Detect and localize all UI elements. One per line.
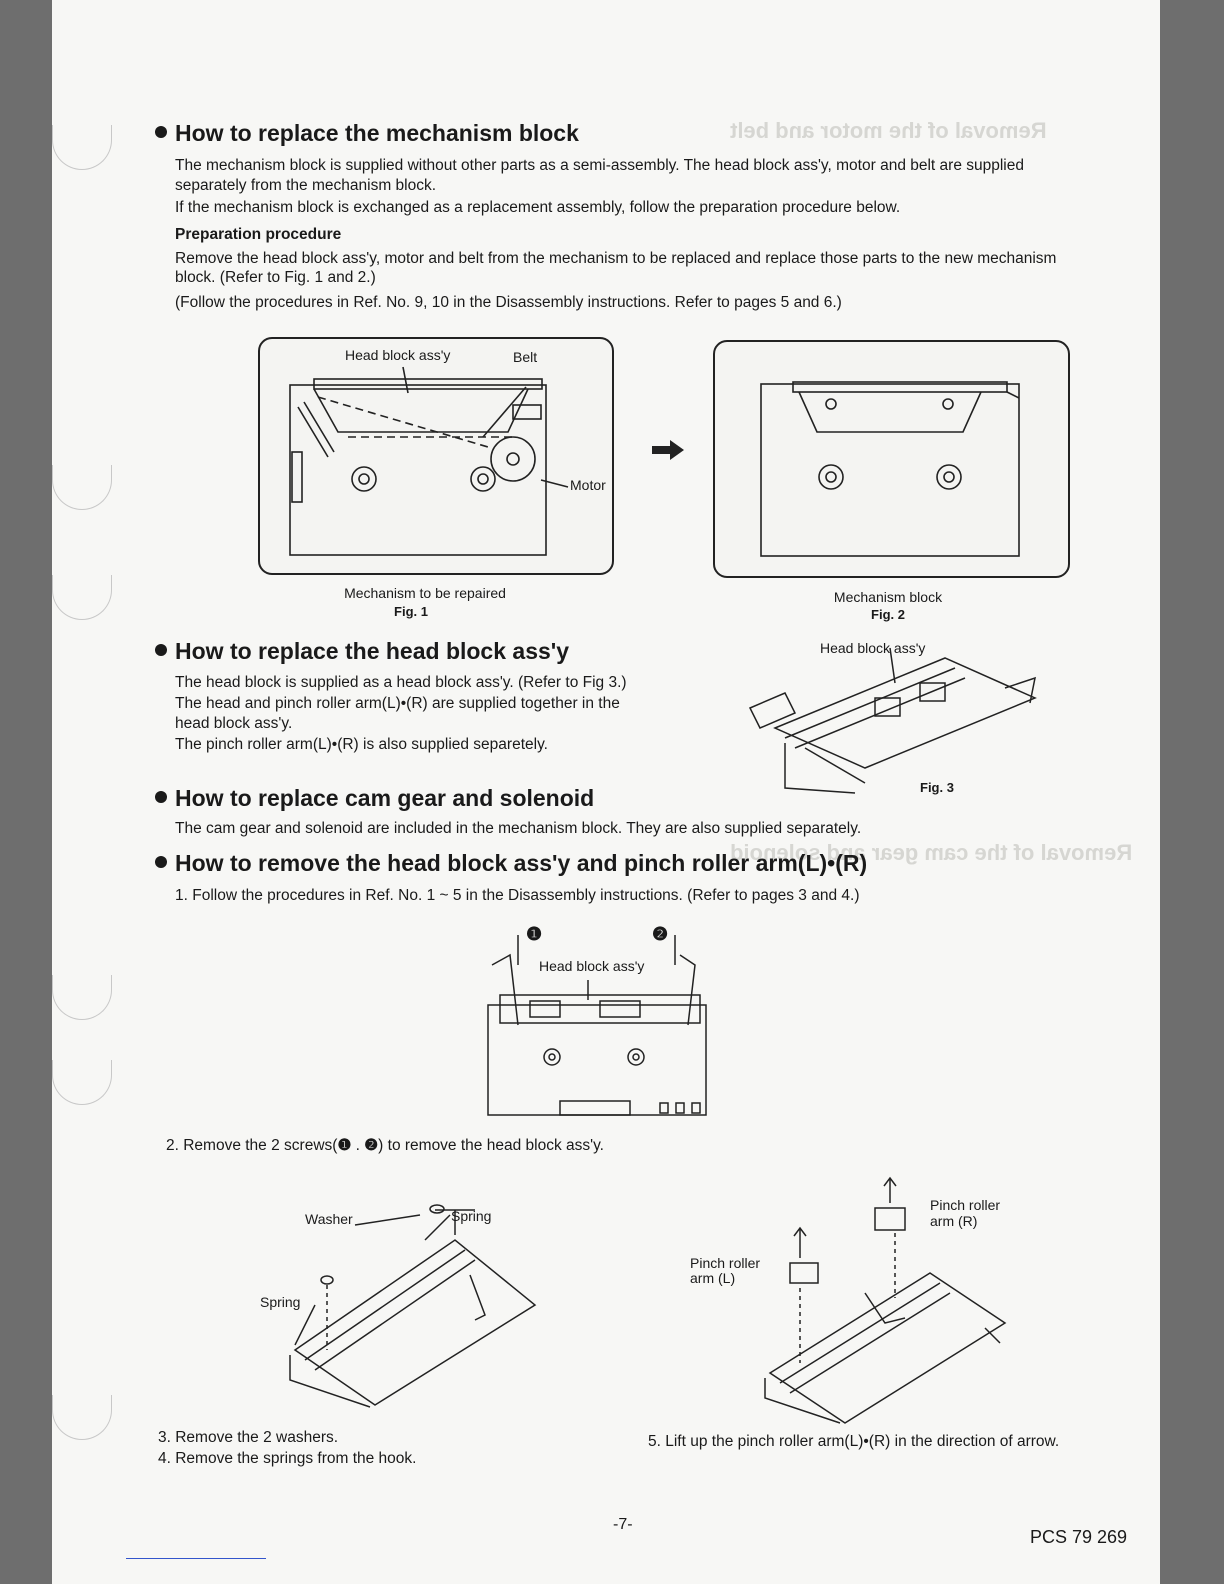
fig1-belt-label: Belt xyxy=(513,349,538,365)
prep-title: Preparation procedure xyxy=(175,226,342,243)
fig3-head-block-drawing xyxy=(745,648,1045,798)
bleed-heading-1: Removal of the motor and belt xyxy=(730,118,1047,143)
heading-head-block: How to replace the head block ass'y xyxy=(155,638,569,665)
bullet-icon xyxy=(155,856,167,868)
footer-rule xyxy=(126,1558,266,1559)
mech-text-3: If the mechanism block is exchanged as a replacement assembly, follow the preparation procedure below. xyxy=(175,199,901,216)
page-number: -7- xyxy=(613,1516,633,1533)
screw-1-ref: ❶ xyxy=(337,1137,352,1154)
prep-text-1: Remove the head block ass'y, motor and belt from the mechanism to be replaced and replace those parts to the new mechanism xyxy=(175,250,1057,267)
arrow-right-icon xyxy=(652,440,686,460)
mech-text-2: separately from the mechanism block. xyxy=(175,177,437,194)
fig5-spring-left-label: Spring xyxy=(260,1294,301,1310)
bleed-heading-2: Removal of the cam gear and solenoid xyxy=(730,840,1133,865)
prep-text-2: block. (Refer to Fig. 1 and 2.) xyxy=(175,269,376,286)
fig1-motor-label: Motor xyxy=(570,477,606,493)
heading-remove-head-block: How to remove the head block ass'y and pinch roller arm(L)•(R) xyxy=(155,850,867,877)
bullet-icon xyxy=(155,644,167,656)
step-1: 1. Follow the procedures in Ref. No. 1 ~ 5 in the Disassembly instructions. (Refer to pages 3 and 4.) xyxy=(175,887,860,904)
step-3: 3. Remove the 2 washers. xyxy=(158,1429,339,1446)
screw-1-marker: ❶ xyxy=(526,924,543,944)
head-text-3: head block ass'y. xyxy=(175,715,293,732)
fig6-arm-l-label-2: arm (L) xyxy=(690,1270,736,1286)
screw-2-marker: ❷ xyxy=(652,924,669,944)
fig5-washer-label: Washer xyxy=(305,1211,353,1227)
step-5: 5. Lift up the pinch roller arm(L)•(R) in the direction of arrow. xyxy=(648,1433,1060,1450)
fig3-number: Fig. 3 xyxy=(920,780,954,795)
fig1-number: Fig. 1 xyxy=(394,604,428,619)
step-4: 4. Remove the springs from the hook. xyxy=(158,1450,417,1467)
fig6-head-block-drawing xyxy=(745,1178,1020,1423)
fig2-number: Fig. 2 xyxy=(871,607,905,622)
fig2-mechanism-drawing xyxy=(713,340,1070,578)
head-text-4: The pinch roller arm(L)•(R) is also supplied separetely. xyxy=(175,736,548,753)
fig1-mechanism-drawing xyxy=(258,337,614,575)
screw-2-ref: ❷ xyxy=(364,1137,379,1154)
fig5-spring-top-label: Spring xyxy=(451,1208,492,1224)
fig3-head-label: Head block ass'y xyxy=(820,640,926,656)
document-id: PCS 79 269 xyxy=(1030,1527,1128,1547)
head-text-2: The head and pinch roller arm(L)•(R) are supplied together in the xyxy=(175,695,620,712)
fig2-caption: Mechanism block xyxy=(833,589,943,605)
mech-text-1: The mechanism block is supplied without other parts as a semi-assembly. The head block ass'y, motor and belt are supplied xyxy=(175,157,1024,174)
head-text-1: The head block is supplied as a head block ass'y. (Refer to Fig 3.) xyxy=(175,674,627,691)
fig4-mechanism-drawing xyxy=(480,925,720,1120)
heading-mechanism-block: How to replace the mechanism block xyxy=(155,120,579,147)
step-2: 2. Remove the 2 screws(❶ . ❷) to remove the head block ass'y. xyxy=(166,1137,604,1154)
bullet-icon xyxy=(155,126,167,138)
fig1-caption: Mechanism to be repaired xyxy=(344,585,506,601)
cam-text-1: The cam gear and solenoid are included in the mechanism block. They are also supplied separately. xyxy=(175,820,862,837)
fig6-arm-r-label-2: arm (R) xyxy=(930,1213,978,1229)
fig4-head-label: Head block ass'y xyxy=(539,958,645,974)
bullet-icon xyxy=(155,791,167,803)
heading-cam-gear: How to replace cam gear and solenoid xyxy=(155,785,594,812)
fig6-arm-r-label-1: Pinch roller xyxy=(930,1197,1001,1213)
fig6-arm-l-label-1: Pinch roller xyxy=(690,1255,761,1271)
fig1-head-label: Head block ass'y xyxy=(345,347,451,363)
prep-text-3: (Follow the procedures in Ref. No. 9, 10 in the Disassembly instructions. Refer to pages 5 and 6.) xyxy=(175,294,842,311)
